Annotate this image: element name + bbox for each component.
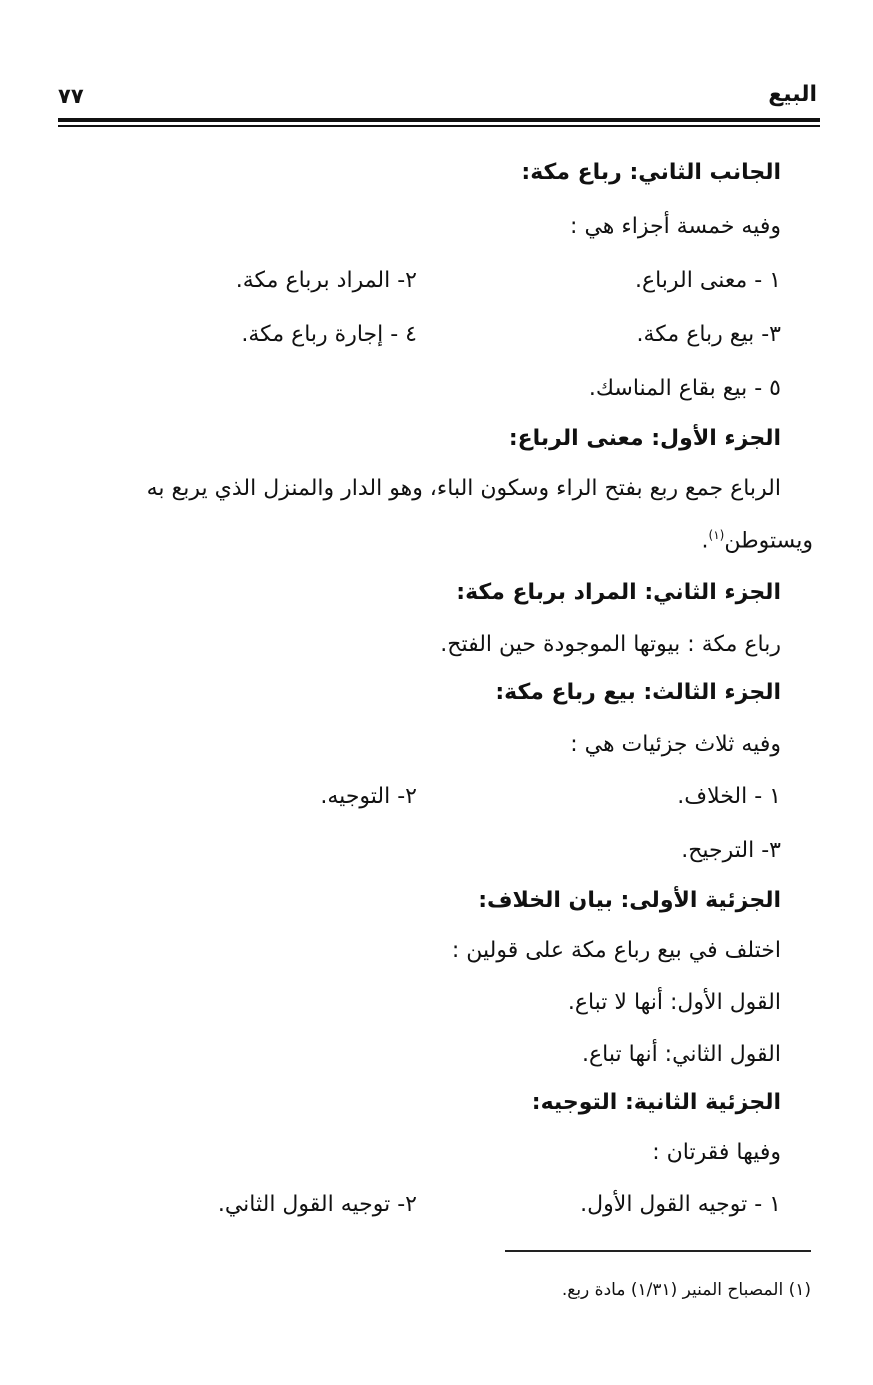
part2-heading: الجزء الثاني: المراد برباع مكة:	[456, 580, 781, 605]
part1-text-line1: الرباع جمع ربع بفتح الراء وسكون الباء، وهو الدار والمنزل الذي يربع به	[146, 476, 781, 501]
list-item: ٢- المراد برباع مكة.	[235, 268, 417, 293]
sub2-intro: وفيها فقرتان :	[652, 1140, 781, 1165]
footnote: (١) المصباح المنير (١/٣١) مادة ربع.	[561, 1280, 811, 1300]
part3-heading: الجزء الثالث: بيع رباع مكة:	[495, 680, 781, 705]
part1-text-end: .	[701, 528, 709, 554]
section-heading: الجانب الثاني: رباع مكة:	[521, 160, 781, 185]
list-item: ١ - توجيه القول الأول.	[580, 1192, 781, 1217]
list-item: ٣- بيع رباع مكة.	[636, 322, 781, 347]
page-number: ٧٧	[58, 84, 84, 108]
list-item: ٣- الترجيح.	[681, 838, 781, 863]
part3-intro: وفيه ثلاث جزئيات هي :	[570, 732, 781, 757]
footnote-reference: (١)	[708, 528, 725, 542]
part1-text-line2	[702, 528, 813, 553]
sub1-intro: اختلف في بيع رباع مكة على قولين :	[451, 938, 781, 963]
footnote-rule	[505, 1250, 811, 1252]
list-item: ٥ - بيع بقاع المناسك.	[588, 376, 781, 401]
section-intro: وفيه خمسة أجزاء هي :	[570, 214, 781, 239]
opinion-1: القول الأول: أنها لا تباع.	[567, 990, 781, 1015]
part2-text: رباع مكة : بيوتها الموجودة حين الفتح.	[440, 632, 781, 657]
list-item: ١ - الخلاف.	[677, 784, 781, 809]
sub2-heading: الجزئية الثانية: التوجيه:	[531, 1090, 781, 1115]
list-item: ٤ - إجارة رباع مكة.	[241, 322, 417, 347]
running-header-title: البيع	[768, 82, 817, 107]
header-rule-thin	[58, 125, 820, 127]
sub1-heading: الجزئية الأولى: بيان الخلاف:	[478, 888, 781, 913]
opinion-2: القول الثاني: أنها تباع.	[582, 1042, 781, 1067]
part1-heading: الجزء الأول: معنى الرباع:	[508, 426, 781, 451]
list-item: ٢- التوجيه.	[320, 784, 417, 809]
part1-text-word: ويستوطن	[724, 528, 813, 554]
list-item: ١ - معنى الرباع.	[634, 268, 781, 293]
list-item: ٢- توجيه القول الثاني.	[217, 1192, 417, 1217]
header-rule-thick	[58, 118, 820, 122]
